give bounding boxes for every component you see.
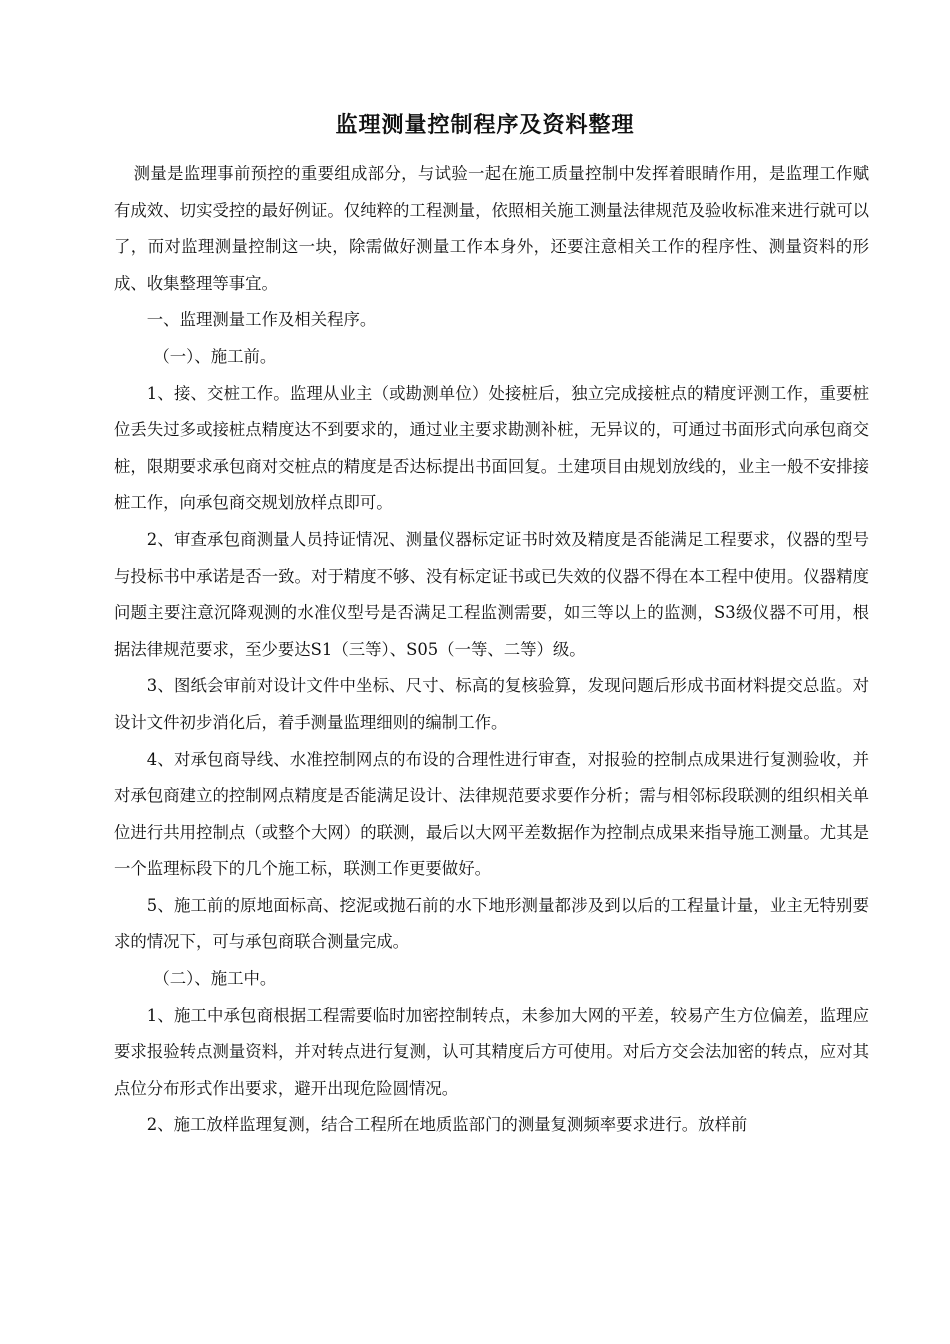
document-title: 监理测量控制程序及资料整理 [335,112,635,138]
paragraph-item-7: 2、施工放样监理复测，结合工程所在地质监部门的测量复测频率要求进行。放样前 [146,1115,748,1135]
subsection-heading-during-construction: （二）、施工中。 [153,969,277,989]
intro-paragraph: 测量是监理事前预控的重要组成部分，与试验一起在施工质量控制中发挥着眼睛作用，是监理工作赋有成效、切实受控的最好例证。仅纯粹的工程测量，依照相关施工测量法律规范及验收标准来进行就可以了，而对监理测量控制这一块，除需做好测量工作本身外，还要注意相关工作的程序性、测量资料的形成、收集整理等事宜。 [114,164,869,293]
section-heading-1: 一、监理测量工作及相关程序。 [146,310,377,330]
paragraph-item-6: 1、施工中承包商根据工程需要临时加密控制转点，未参加大网的平差，较易产生方位偏差，监理应要求报验转点测量资料，并对转点进行复测，认可其精度后方可使用。对后方交会法加密的转点，应对其点位分布形式作出要求，避开出现危险圆情况。 [114,1005,869,1098]
document-body [114,156,869,1144]
paragraph-item-3: 3、图纸会审前对设计文件中坐标、尺寸、标高的复核验算，发现问题后形成书面材料提交总监。对设计文件初步消化后，着手测量监理细则的编制工作。 [114,676,869,732]
paragraph-item-1: 1、接、交桩工作。监理从业主（或勘测单位）处接桩后，独立完成接桩点的精度评测工作，重要桩位丢失过多或接桩点精度达不到要求的，通过业主要求勘测补桩，无异议的，可通过书面形式向承包商交桩，限期要求承包商对交桩点的精度是否达标提出书面回复。土建项目由规划放线的，业主一般不安排接桩工作，向承包商交规划放样点即可。 [114,383,869,513]
paragraph-item-4: 4、对承包商导线、水准控制网点的布设的合理性进行审查，对报验的控制点成果进行复测验收，并对承包商建立的控制网点精度是否能满足设计、法律规范要求要作分析；需与相邻标段联测的组织相关单位进行共用控制点（或整个大网）的联测，最后以大网平差数据作为控制点成果来指导施工测量。尤其是一个监理标段下的几个施工标，联测工作更要做好。 [114,749,869,879]
paragraph-item-5: 5、施工前的原地面标高、挖泥或抛石前的水下地形测量都涉及到以后的工程量计量，业主无特别要求的情况下，可与承包商联合测量完成。 [114,895,869,952]
subsection-heading-before-construction: （一）、施工前。 [153,346,277,366]
paragraph-item-2: 2、审查承包商测量人员持证情况、测量仪器标定证书时效及精度是否能满足工程要求，仪器的型号与投标书中承诺是否一致。对于精度不够、没有标定证书或已失效的仪器不得在本工程中使用。仪器精度问题主要注意沉降观测的水准仪型号是否满足工程监测需要，如三等以上的监测，S3级仪器不可用，根据法律规范要求，至少要达S1（三等）、S05（一等、二等）级。 [114,529,869,659]
